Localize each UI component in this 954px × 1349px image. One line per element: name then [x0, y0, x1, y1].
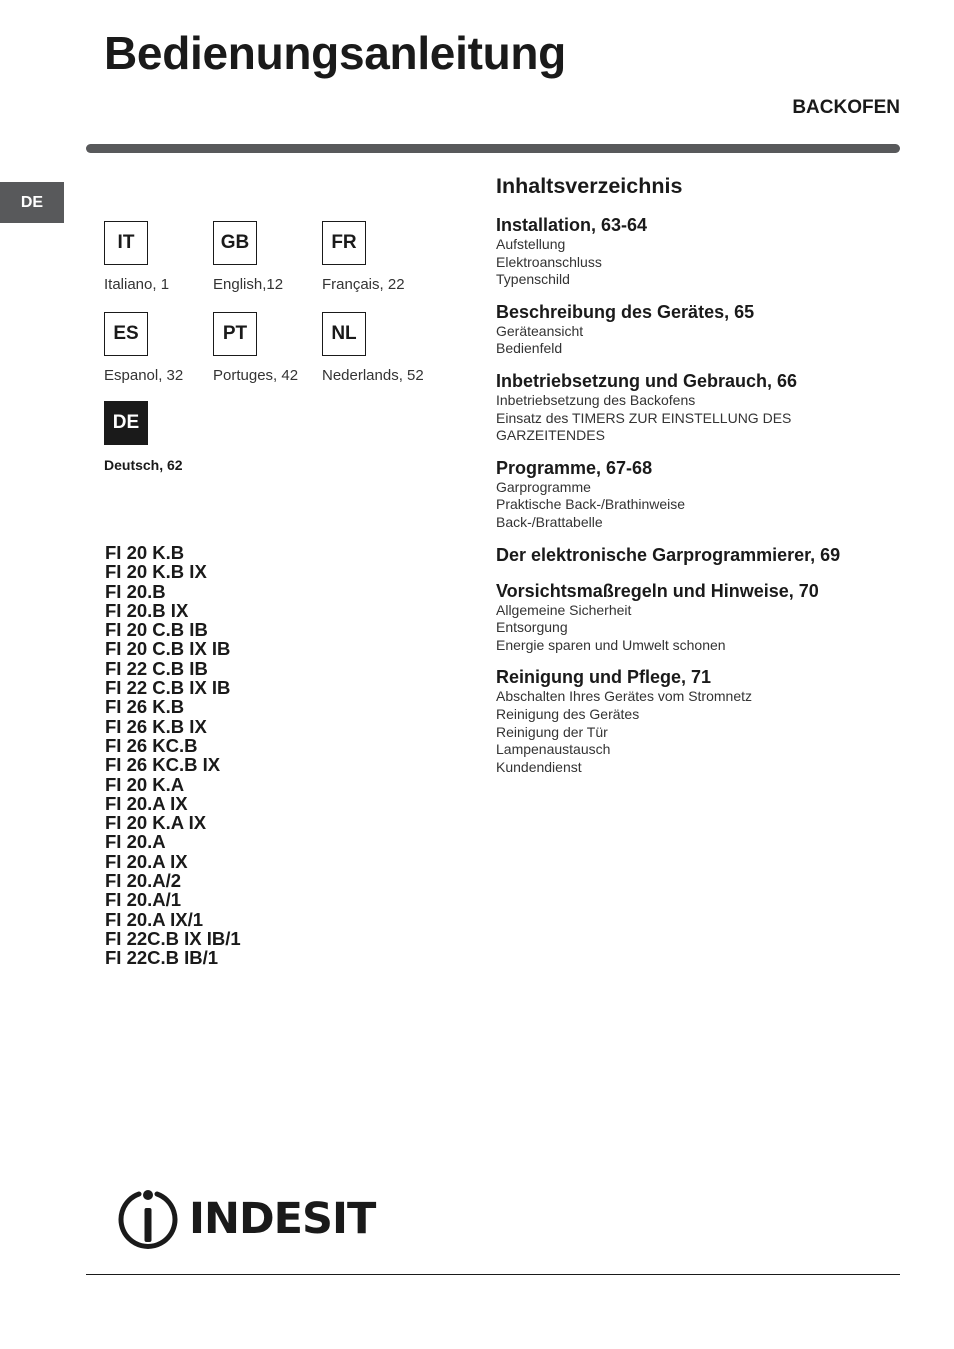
indesit-logo-icon	[117, 1186, 179, 1252]
toc-subitem[interactable]: Garprogramme	[496, 478, 591, 495]
language-label: Français, 22	[322, 276, 405, 293]
model-item: FI 20 C.B IB	[105, 619, 208, 641]
model-item: FI 20 K.A	[105, 773, 185, 795]
model-list	[105, 543, 241, 968]
toc-heading[interactable]: Installation, 63-64	[496, 215, 648, 235]
language-label: Espanol, 32	[104, 367, 184, 384]
language-side-tab: DE	[0, 182, 64, 223]
toc-subitem[interactable]: Abschalten Ihres Gerätes vom Stromnetz	[496, 688, 752, 705]
header-divider	[86, 144, 900, 153]
toc-section-programme	[496, 457, 916, 532]
toc-subitem[interactable]: Back-/Brattabelle	[496, 513, 603, 530]
language-label: Portuges, 42	[213, 367, 299, 384]
toc-subitem[interactable]: Aufstellung	[496, 236, 566, 252]
language-code: GB	[213, 221, 257, 265]
language-entry-fr[interactable]	[322, 221, 462, 293]
language-code: FR	[322, 221, 366, 265]
toc-heading[interactable]: Vorsichtsmaßregeln und Hinweise, 70	[496, 580, 819, 601]
toc-heading[interactable]: Inbetriebsetzung und Gebrauch, 66	[496, 370, 798, 391]
toc-heading[interactable]: Programme, 67-68	[496, 457, 653, 478]
table-of-contents	[496, 174, 916, 788]
model-item: FI 20.B	[105, 580, 166, 602]
toc-section-inbetriebsetzung	[496, 370, 916, 445]
toc-subitem[interactable]: Geräteansicht	[496, 322, 584, 339]
model-item: FI 22 C.B IB	[105, 657, 208, 679]
model-item: FI 26 KC.B	[105, 734, 198, 756]
model-item: FI 22C.B IX IB/1	[105, 927, 241, 949]
toc-subitem[interactable]: Inbetriebsetzung des Backofens	[496, 391, 696, 408]
toc-title: Inhaltsverzeichnis	[496, 174, 683, 198]
toc-heading[interactable]: Der elektronische Garprogrammierer, 69	[496, 544, 841, 565]
footer-divider	[86, 1274, 900, 1275]
model-item: FI 26 K.B IX	[105, 715, 207, 737]
toc-section-garprogrammierer	[496, 544, 916, 566]
model-item: FI 20.A/1	[105, 889, 182, 911]
toc-section-reinigung	[496, 666, 916, 776]
model-item: FI 20.A IX/1	[105, 908, 204, 930]
toc-section-beschreibung	[496, 301, 916, 358]
model-item: FI 20.A IX	[105, 850, 188, 872]
model-item: FI 20.A/2	[105, 870, 182, 892]
toc-subitem[interactable]: Allgemeine Sicherheit	[496, 601, 632, 618]
model-item: FI 22C.B IB/1	[105, 947, 219, 969]
toc-subitem[interactable]: Kundendienst	[496, 758, 582, 775]
toc-subitem[interactable]: Entsorgung	[496, 619, 568, 636]
language-code: PT	[213, 312, 257, 356]
toc-subitem[interactable]: Bedienfeld	[496, 340, 563, 357]
language-label: Italiano, 1	[104, 276, 170, 293]
language-code-active: DE	[104, 401, 148, 445]
brand-name: INDESIT	[189, 1194, 376, 1244]
toc-section-installation	[496, 214, 916, 289]
toc-subitem[interactable]: Elektroanschluss	[496, 253, 602, 270]
toc-subitem[interactable]: Typenschild	[496, 271, 570, 288]
toc-subitem[interactable]: Reinigung des Gerätes	[496, 705, 640, 722]
toc-subitem[interactable]: Lampenaustausch	[496, 741, 611, 758]
language-entry-nl[interactable]	[322, 312, 462, 384]
language-code: ES	[104, 312, 148, 356]
toc-section-vorsicht	[496, 580, 916, 655]
model-item: FI 20 K.B	[105, 542, 185, 563]
toc-heading[interactable]: Beschreibung des Gerätes, 65	[496, 301, 755, 322]
model-item: FI 20.A	[105, 831, 166, 853]
brand-logo	[117, 1186, 375, 1252]
page-title: Bedienungsanleitung	[104, 27, 566, 79]
model-item: FI 20 C.B IX IB	[105, 638, 231, 660]
toc-subitem[interactable]: Reinigung der Tür	[496, 723, 608, 740]
language-label-active: Deutsch, 62	[104, 457, 183, 473]
toc-subitem[interactable]: Einsatz des TIMERS ZUR EINSTELLUNG DES	[496, 409, 792, 426]
model-item: FI 20 K.A IX	[105, 812, 207, 834]
language-code: NL	[322, 312, 366, 356]
model-item: FI 22 C.B IX IB	[105, 677, 231, 699]
language-label: English,12	[213, 276, 284, 293]
language-label: Nederlands, 52	[322, 367, 424, 384]
model-item: FI 26 K.B	[105, 696, 185, 718]
model-item: FI 20.B IX	[105, 599, 189, 621]
language-code: IT	[104, 221, 148, 265]
toc-heading[interactable]: Reinigung und Pflege, 71	[496, 667, 712, 688]
toc-subitem[interactable]: GARZEITENDES	[496, 427, 605, 444]
toc-subitem[interactable]: Praktische Back-/Brathinweise	[496, 496, 686, 513]
language-entry-de[interactable]	[104, 401, 244, 473]
model-item: FI 20.A IX	[105, 792, 188, 814]
product-type: BACKOFEN	[792, 97, 900, 118]
model-item: FI 26 KC.B IX	[105, 754, 221, 776]
toc-subitem[interactable]: Energie sparen und Umwelt schonen	[496, 636, 726, 653]
model-item: FI 20 K.B IX	[105, 561, 207, 583]
